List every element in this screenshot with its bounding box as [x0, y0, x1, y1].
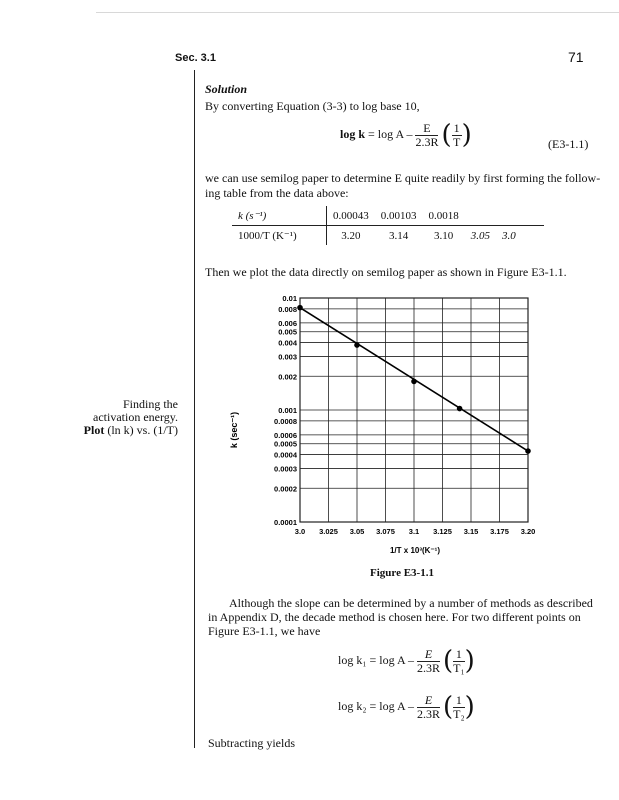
- para2-line1: we can use semilog paper to determine E quite readily by first forming the follow-: [205, 171, 601, 185]
- chart-y-ticks: [274, 294, 298, 527]
- para4-line1: Although the slope can be determined by a number of methods as described: [229, 596, 593, 610]
- eq2-frac-den: 2.3R: [416, 660, 440, 675]
- eq2-inner-den: T₁: [453, 660, 465, 675]
- top-rule: [96, 12, 619, 13]
- chart-y-label: k (sec⁻¹): [229, 411, 239, 449]
- table-cell: [465, 206, 496, 226]
- chart-data-point: [354, 342, 360, 348]
- table-cell: 0.0018: [423, 206, 465, 226]
- eq2-rhs: = log A –: [369, 652, 414, 667]
- chart-y-tick-label: 0.008: [278, 304, 297, 314]
- eq2-inner-fraction: [453, 648, 465, 675]
- eq2-paren-left: (: [443, 646, 454, 676]
- page-number: 71: [568, 49, 584, 65]
- eq1-lhs: log k: [340, 126, 366, 141]
- chart-x-ticks: [295, 527, 536, 536]
- para4-line2: in Appendix D, the decade method is chosen here. For two different points on: [208, 610, 581, 624]
- chart-grid: [300, 298, 528, 522]
- eq1-label: (E3-1.1): [548, 137, 589, 151]
- eq3-frac-num: E: [417, 694, 440, 708]
- table-cell: 3.20: [341, 229, 361, 242]
- chart-data-point: [457, 406, 463, 412]
- chart-data-point: [297, 305, 303, 311]
- table-cell: 0.00043: [327, 206, 375, 226]
- eq1-inner-den: T: [452, 134, 461, 149]
- eq1-rhs: = log A –: [368, 126, 413, 141]
- left-vertical-rule: [194, 70, 195, 748]
- eq1-frac-num: E: [415, 122, 438, 136]
- chart-y-tick-label: 0.0004: [274, 450, 297, 460]
- eq3-paren-left: (: [443, 692, 454, 722]
- chart-y-tick-label: 0.0001: [274, 518, 297, 527]
- eq1-paren-left: (: [441, 120, 452, 150]
- eq2-fraction: [417, 648, 440, 675]
- para3: Then we plot the data directly on semilog paper as shown in Figure E3-1.1.: [205, 265, 567, 279]
- eq2-paren-right: ): [464, 646, 475, 676]
- chart-y-tick-label: 0.0002: [274, 484, 297, 494]
- chart-data-point: [525, 448, 531, 454]
- eq1-frac-den: 2.3R: [415, 134, 439, 149]
- chart-x-tick-label: 3.025: [319, 527, 338, 536]
- para2-line2: ing table from the data above:: [205, 186, 349, 200]
- para4-line3: Figure E3-1.1, we have: [208, 624, 321, 638]
- chart-y-tick-label: 0.0006: [274, 430, 297, 440]
- chart-x-tick-label: 3.05: [349, 527, 365, 536]
- equation-3: [338, 692, 475, 722]
- chart-y-tick-label: 0.0003: [274, 464, 297, 474]
- eq3-lhs: log k₂: [338, 698, 367, 713]
- margin-note-line1: Finding the: [122, 397, 178, 411]
- eq3-inner-num: 1: [453, 694, 465, 708]
- chart-y-tick-label: 0.004: [278, 338, 297, 348]
- semilog-chart: [225, 285, 555, 560]
- chart-x-tick-label: 3.0: [294, 527, 306, 536]
- eq3-frac-den: 2.3R: [416, 706, 440, 721]
- eq3-inner-fraction: [453, 694, 465, 721]
- chart-x-tick-label: 3.125: [433, 527, 452, 536]
- margin-note: [60, 398, 178, 437]
- margin-note-line2: activation energy.: [93, 410, 178, 424]
- chart-y-tick-label: 0.001: [278, 406, 297, 415]
- chart-y-tick-label: 0.0008: [274, 416, 297, 426]
- chart-x-tick-label: 3.175: [490, 527, 509, 536]
- section-header: Sec. 3.1: [175, 52, 216, 64]
- eq3-fraction: [417, 694, 440, 721]
- chart-y-tick-label: 0.0005: [274, 439, 297, 449]
- table-cell: 3.0: [502, 229, 516, 242]
- table-row: [232, 206, 544, 226]
- eq2-inner-num: 1: [453, 648, 465, 662]
- chart-data-point: [411, 379, 417, 385]
- chart-x-tick-label: 3.1: [408, 527, 420, 536]
- margin-note-plot-rest: (ln k) vs. (1/T): [104, 423, 178, 437]
- eq3-rhs: = log A –: [369, 698, 414, 713]
- chart-x-tick-label: 3.20: [520, 527, 536, 536]
- eq3-paren-right: ): [464, 692, 475, 722]
- table-cell: 0.00103: [375, 206, 423, 226]
- chart-y-tick-label: 0.006: [278, 318, 297, 328]
- eq2-lhs: log k₁: [338, 652, 367, 667]
- closing-text: Subtracting yields: [208, 736, 295, 750]
- eq1-fraction: [415, 122, 438, 149]
- equation-2: [338, 646, 475, 676]
- table-row1-header: k (s⁻¹): [232, 206, 327, 226]
- eq3-inner-den: T₂: [453, 706, 465, 721]
- intro-text: By converting Equation (3-3) to log base 10,: [205, 99, 420, 113]
- equation-1: [340, 120, 472, 150]
- solution-heading: Solution: [205, 82, 248, 96]
- table-row: [232, 226, 544, 246]
- eq1-inner-num: 1: [453, 120, 460, 135]
- chart-y-tick-label: 0.005: [278, 327, 297, 337]
- chart-y-tick-label: 0.002: [278, 372, 297, 382]
- table-cell: 3.14: [389, 229, 409, 242]
- table-cell: [496, 206, 544, 226]
- chart-y-tick-label: 0.01: [282, 294, 297, 303]
- figure-caption: Figure E3-1.1: [370, 567, 434, 579]
- chart-x-tick-label: 3.075: [376, 527, 395, 536]
- table-cell: 3.10: [434, 229, 454, 242]
- chart-x-label: 1/T x 10³(K⁻¹): [389, 546, 441, 555]
- table-row2-header: 1000/T (K⁻¹): [232, 226, 327, 246]
- chart-y-tick-label: 0.003: [278, 352, 297, 362]
- eq1-inner-fraction: [452, 122, 462, 149]
- chart-x-tick-label: 3.15: [463, 527, 479, 536]
- eq2-frac-num: E: [417, 648, 440, 662]
- margin-note-line3: [60, 424, 178, 437]
- margin-note-plot: Plot: [83, 423, 105, 437]
- eq1-paren-right: ): [461, 120, 472, 150]
- table-cell: 3.05: [470, 229, 490, 242]
- data-table: [232, 206, 544, 245]
